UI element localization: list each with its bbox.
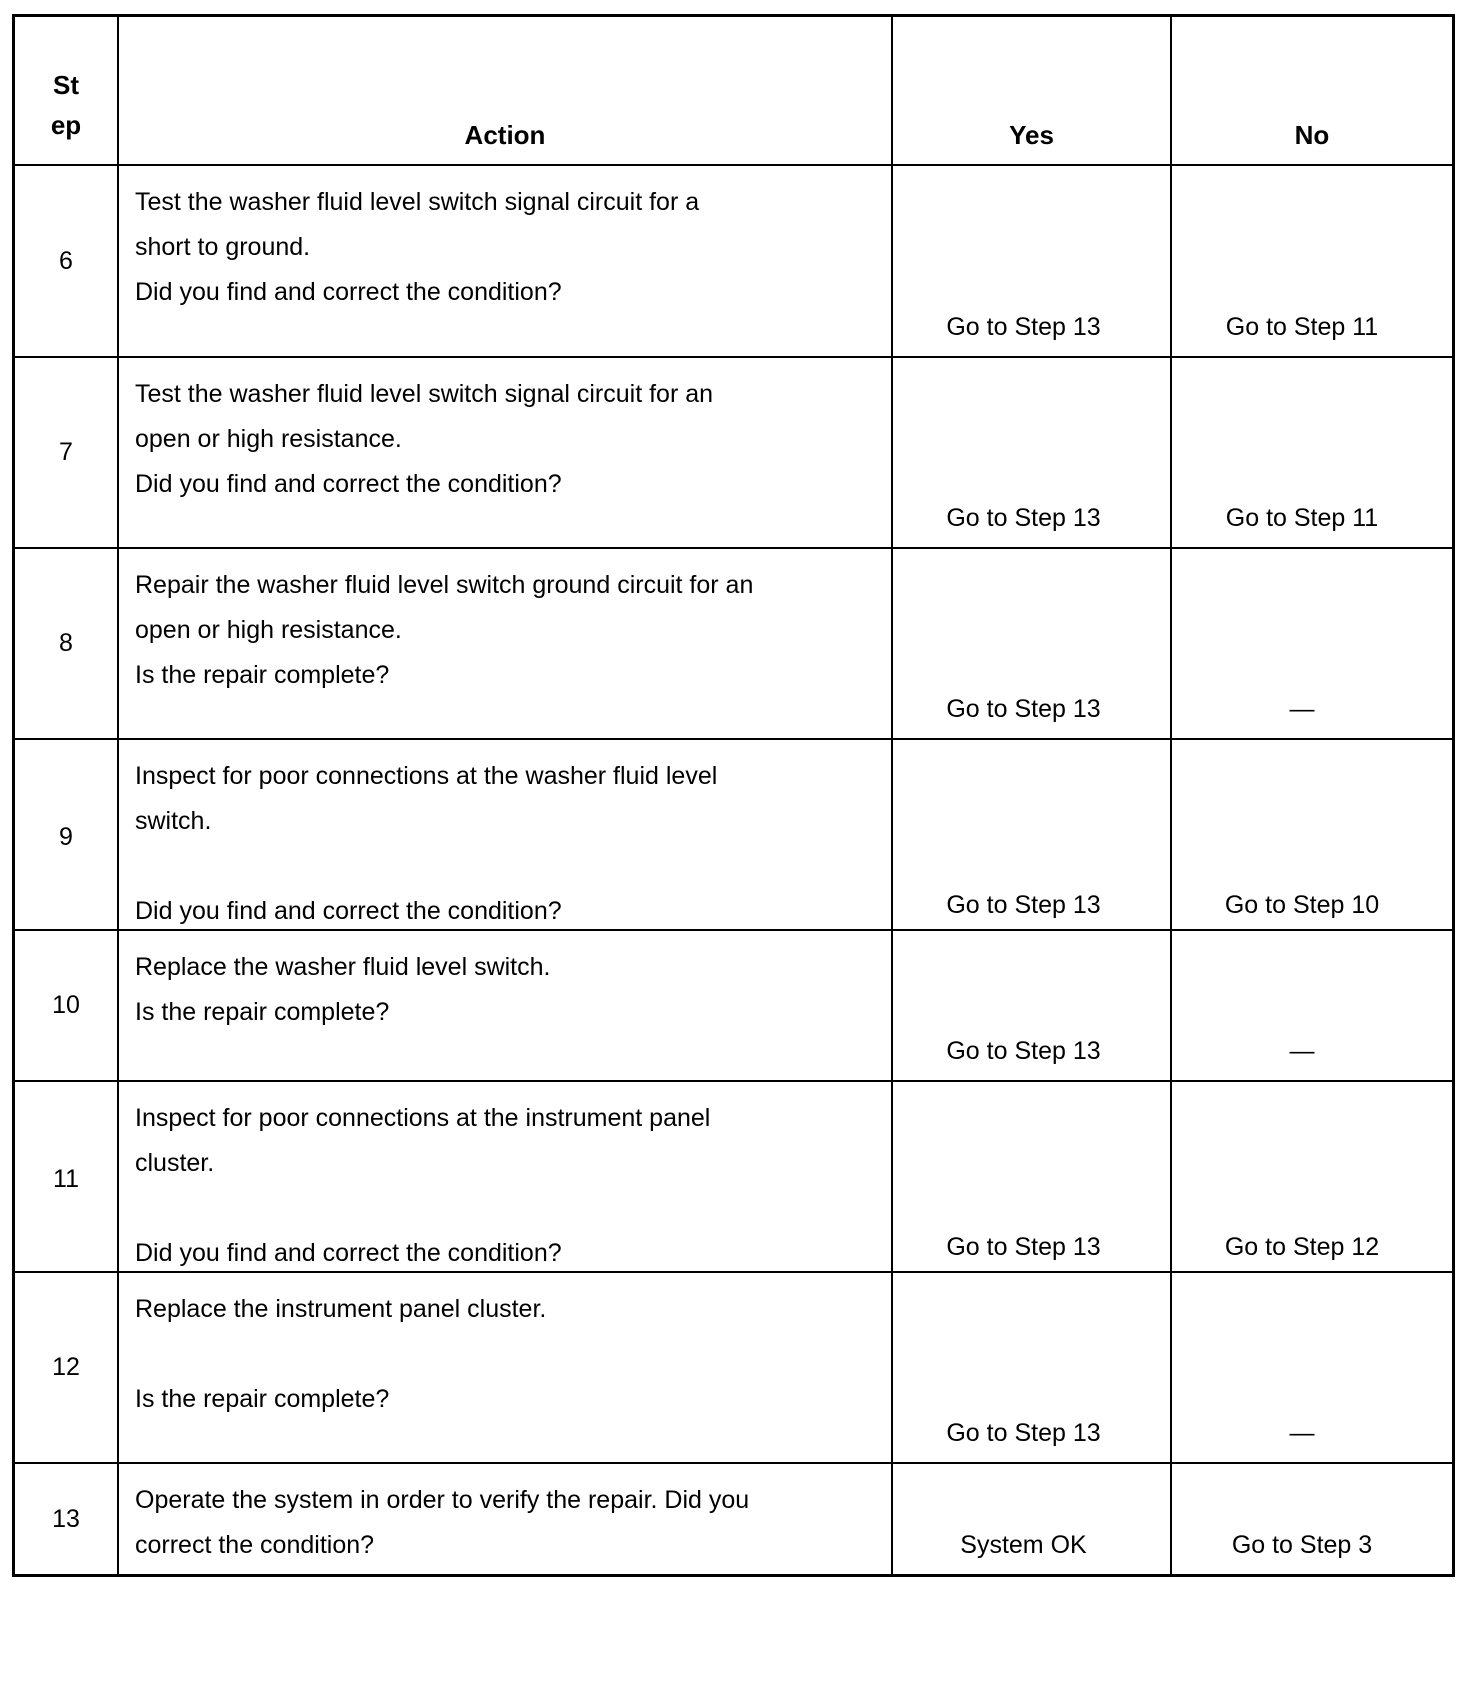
table-row: [15, 738, 1452, 929]
action-line: Test the washer fluid level switch signal circuit for an: [135, 380, 714, 408]
action-spacer: [135, 1332, 875, 1377]
no-result: —: [1289, 1037, 1315, 1065]
action-line: cluster.: [135, 1149, 215, 1177]
action-line: Is the repair complete?: [135, 998, 390, 1026]
action-line: Replace the washer fluid level switch.: [135, 953, 551, 981]
header-no: No: [1294, 120, 1330, 150]
no-cell: [1170, 1082, 1452, 1276]
yes-result: Go to Step 13: [946, 313, 1101, 341]
yes-result: System OK: [960, 1531, 1087, 1559]
step-number: 6: [59, 246, 73, 275]
action-line: Test the washer fluid level switch signal circuit for a: [135, 188, 700, 216]
step-number: 7: [59, 438, 73, 466]
yes-result: Go to Step 13: [946, 1233, 1101, 1261]
no-result: —: [1289, 1419, 1315, 1447]
yes-cell: [891, 549, 1170, 738]
table-header-row: [15, 17, 1452, 166]
action-spacer: [135, 1186, 875, 1231]
action-line: open or high resistance.: [135, 616, 402, 644]
action-line: Repair the washer fluid level switch ground circuit for an: [135, 571, 754, 599]
table-row: [15, 929, 1452, 1080]
action-cell: [117, 1273, 891, 1462]
no-result: Go to Step 11: [1225, 313, 1379, 341]
step-number: 12: [52, 1353, 80, 1381]
table-row: [15, 1271, 1452, 1462]
header-step-line-1: St: [53, 70, 79, 100]
diagnostic-table: [12, 14, 1455, 1577]
step-number: 11: [53, 1164, 79, 1193]
action-line: Is the repair complete?: [135, 1385, 390, 1413]
yes-cell: [891, 358, 1170, 547]
yes-cell: [891, 1464, 1170, 1574]
action-line: correct the condition?: [135, 1531, 375, 1559]
action-line: open or high resistance.: [135, 425, 402, 453]
yes-result: Go to Step 13: [946, 504, 1101, 532]
header-step-line-2: ep: [50, 110, 82, 140]
action-line: switch.: [135, 807, 212, 835]
action-spacer: [135, 844, 875, 889]
header-action-cell: [117, 17, 891, 164]
no-result: —: [1289, 695, 1315, 723]
action-line: Inspect for poor connections at the washer fluid level: [135, 762, 718, 790]
table-row: [15, 547, 1452, 738]
action-cell: [117, 166, 891, 356]
action-cell: [117, 931, 891, 1080]
no-result: Go to Step 10: [1224, 891, 1380, 919]
no-cell: [1170, 166, 1452, 356]
no-cell: [1170, 549, 1452, 738]
table-row: [15, 166, 1452, 356]
yes-cell: [891, 740, 1170, 934]
step-number: 9: [59, 822, 73, 851]
table-body: [15, 166, 1452, 1574]
table-row: [15, 356, 1452, 547]
yes-cell: [891, 166, 1170, 356]
action-cell: [117, 358, 891, 547]
table-row: [15, 1462, 1452, 1574]
no-result: Go to Step 11: [1225, 504, 1379, 532]
header-step: [15, 17, 117, 164]
yes-cell: [891, 1273, 1170, 1462]
no-result: Go to Step 3: [1231, 1531, 1373, 1559]
step-number: 8: [59, 629, 73, 657]
no-cell: [1170, 1273, 1452, 1462]
action-line: Is the repair complete?: [135, 661, 390, 689]
action-line: Did you find and correct the condition?: [135, 278, 562, 306]
no-cell: [1170, 931, 1452, 1080]
step-number: 10: [52, 991, 80, 1019]
yes-result: Go to Step 13: [946, 1419, 1101, 1447]
table-row: [15, 1080, 1452, 1271]
no-result: Go to Step 12: [1224, 1233, 1380, 1261]
no-cell: [1170, 358, 1452, 547]
action-line: Did you find and correct the condition?: [135, 897, 562, 925]
header-action: Action: [464, 120, 546, 150]
no-cell: [1170, 740, 1452, 934]
action-line: Inspect for poor connections at the instrument panel: [135, 1104, 711, 1132]
action-line: Did you find and correct the condition?: [135, 1239, 562, 1267]
action-line: Replace the instrument panel cluster.: [135, 1295, 547, 1323]
action-line: Operate the system in order to verify the repair. Did you: [135, 1486, 750, 1514]
action-cell: [117, 1464, 891, 1574]
action-line: short to ground.: [135, 233, 311, 261]
action-cell: [117, 549, 891, 738]
header-no-cell: [1170, 17, 1452, 164]
step-number: 13: [52, 1504, 80, 1533]
action-line: Did you find and correct the condition?: [135, 470, 562, 498]
yes-result: Go to Step 13: [946, 891, 1101, 919]
yes-cell: [891, 931, 1170, 1080]
yes-result: Go to Step 13: [946, 1037, 1101, 1065]
header-yes: Yes: [1009, 120, 1054, 150]
action-cell: [117, 1082, 891, 1276]
no-cell: [1170, 1464, 1452, 1574]
yes-result: Go to Step 13: [946, 695, 1101, 723]
yes-cell: [891, 1082, 1170, 1276]
header-yes-cell: [891, 17, 1170, 164]
action-cell: [117, 740, 891, 934]
